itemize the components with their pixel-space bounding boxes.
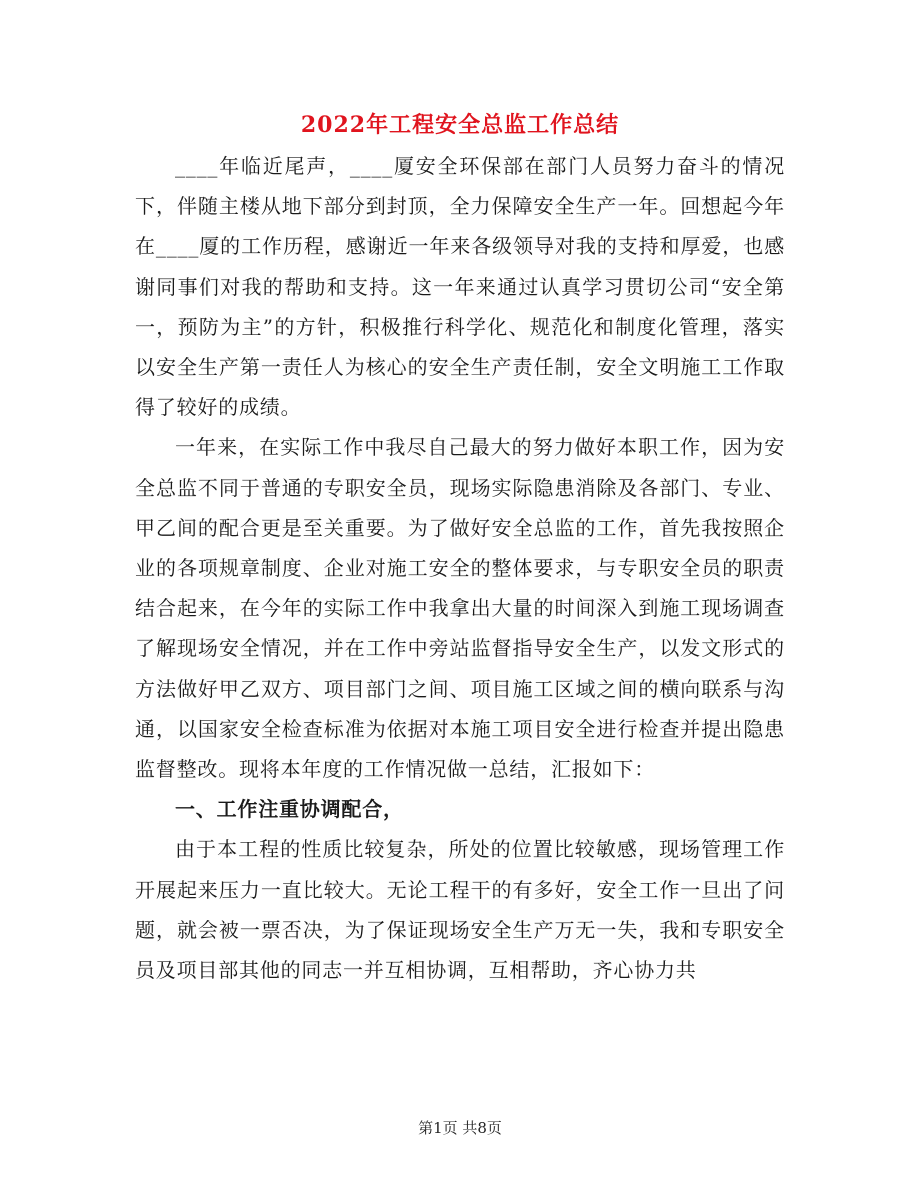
paragraph-intro: ____年临近尾声，____厦安全环保部在部门人员努力奋斗的情况下，伴随主楼从地下部分到封顶，全力保障安全生产一年。回想起今年在____厦的工作历程，感谢近一年来各级领导对我的支持和厚爱，也感谢同事们对我的帮助和支持。这一年来通过认真学习贯切公司“安全第一，预防为主”的方针，积极推行科学化、规范化和制度化管理，落实以安全生产第一责任人为核心的安全生产责任制，安全文明施工工作取得了较好的成绩。 (135, 154, 785, 420)
document-body (135, 146, 785, 990)
section-heading: 一、工作注重协调配合， (175, 797, 404, 822)
paragraph-section-one: 由于本工程的性质比较复杂，所处的位置比较敏感，现场管理工作开展起来压力一直比较大。无论工程干的有多好，安全工作一旦出了问题，就会被一票否决，为了保证现场安全生产万无一失，我和专职安全员及项目部其他的同志一并互相协调，互相帮助，齐心协力共 (135, 837, 785, 983)
document-title: 2022年工程安全总监工作总结 (300, 112, 620, 138)
paragraph-year-review: 一年来，在实际工作中我尽自己最大的努力做好本职工作，因为安全总监不同于普通的专职安全员，现场实际隐患消除及各部门、专业、甲乙间的配合更是至关重要。为了做好安全总监的工作，首先我按照企业的各项规章制度、企业对施工安全的整体要求，与专职安全员的职责结合起来，在今年的实际工作中我拿出大量的时间深入到施工现场调查了解现场安全情况，并在工作中旁站监督指导安全生产，以发文形式的方法做好甲乙双方、项目部门之间、项目施工区域之间的横向联系与沟通，以国家安全检查标准为依据对本施工项目安全进行检查并提出隐患监督整改。现将本年度的工作情况做一总结，汇报如下： (135, 435, 785, 782)
page-number: 第1页 共8页 (418, 1119, 502, 1137)
